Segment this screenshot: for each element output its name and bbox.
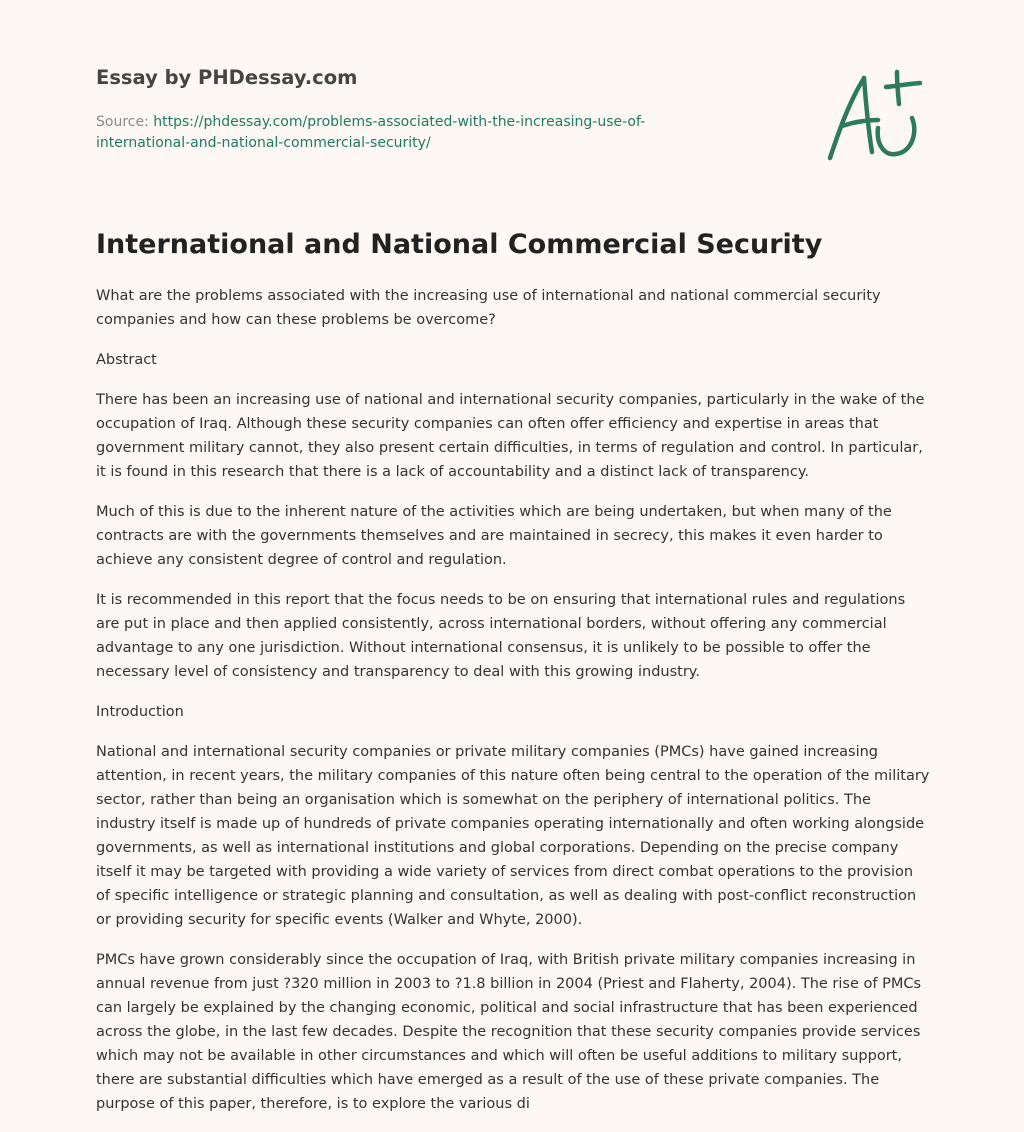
section-heading-introduction: Introduction	[96, 704, 184, 720]
section-heading-abstract: Abstract	[96, 352, 157, 368]
site-title: Essay by PHDessay.com	[96, 66, 358, 89]
essay-paragraph: There has been an increasing use of national and international security companies, particularly in the wake of the occupation of Iraq. Although these security companies can often offer efficiency and expertise in areas that government military cannot, they also present certain difficulties, in terms of regulation and control. In particular, it is found in this research that there is a lack of accountability and a distinct lack of transparency.	[96, 392, 925, 480]
essay-body	[96, 284, 931, 1132]
essay-paragraph: National and international security companies or private military companies (PMCs) have gained increasing attention, in recent years, the military companies of this nature often being central to the operation of the military sector, rather than being an organisation which is somewhat on the periphery of international politics. The industry itself is made up of hundreds of private companies operating internationally and often working alongside governments, as well as international institutions and global corporations. Depending on the precise company itself it may be targeted with providing a wide variety of services from direct combat operations to the provision of specific intelligence or strategic planning and consultation, as well as dealing with post-conflict reconstruction or providing security for specific events (Walker and Whyte, 2000).	[96, 744, 930, 928]
source-line	[96, 112, 716, 154]
essay-title: International and National Commercial Security	[96, 229, 823, 260]
source-link[interactable]: https://phdessay.com/problems-associated-with-the-increasing-use-of-international-and-national-commercial-security/	[96, 114, 646, 151]
essay-paragraph: Much of this is due to the inherent nature of the activities which are being undertaken, but when many of the contracts are with the governments themselves and are maintained in secrecy, this makes it even harder to achieve any consistent degree of control and regulation.	[96, 504, 892, 568]
essay-question: What are the problems associated with the increasing use of international and national commercial security companies and how can these problems be overcome?	[96, 288, 881, 328]
essay-paragraph: It is recommended in this report that the focus needs to be on ensuring that international rules and regulations are put in place and then applied consistently, across international borders, without offering any commercial advantage to any one jurisdiction. Without international consensus, it is unlikely to be possible to offer the necessary level of consistency and transparency to deal with this growing industry.	[96, 592, 906, 680]
essay-paragraph: PMCs have grown considerably since the occupation of Iraq, with British private military companies increasing in annual revenue from just ?320 million in 2003 to ?1.8 billion in 2004 (Priest and Flaherty, 2004). The rise of PMCs can largely be explained by the changing economic, political and social infrastructure that has been experienced across the globe, in the last few decades. Despite the recognition that these security companies provide services which may not be available in other circumstances and which will often be useful additions to military support, there are substantial difficulties which have emerged as a result of the use of these private companies. The purpose of this paper, therefore, is to explore the various di	[96, 952, 922, 1112]
source-label: Source:	[96, 114, 149, 130]
a-plus-logo-icon	[820, 68, 930, 164]
